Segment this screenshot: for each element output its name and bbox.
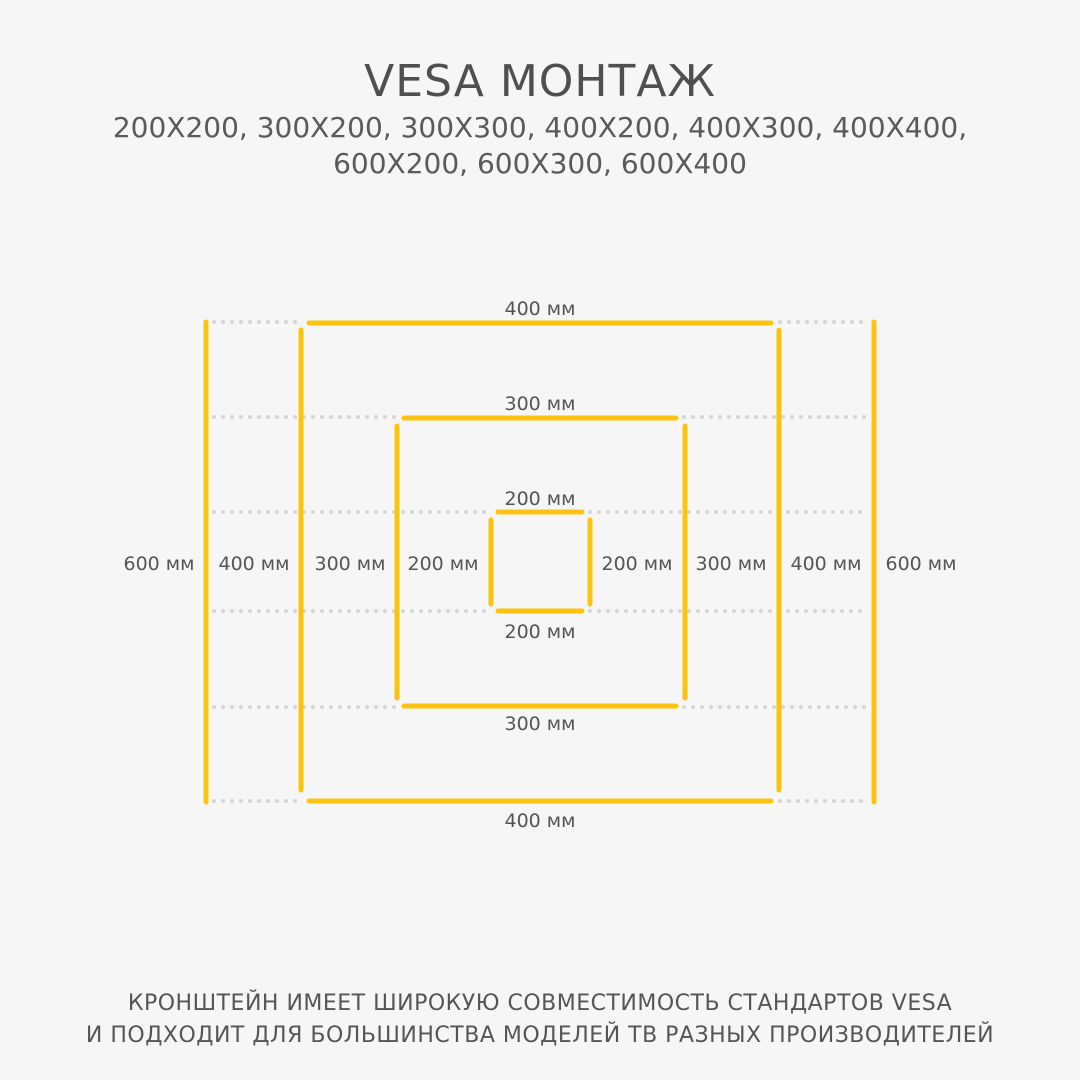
page-title: VESA МОНТАЖ [364, 56, 716, 107]
label-right-600: 600 мм [885, 553, 957, 575]
compatibility-note-line-1: КРОНШТЕЙН ИМЕЕТ ШИРОКУЮ СОВМЕСТИМОСТЬ СТАНДАРТОВ VESA [127, 991, 953, 1016]
label-left-600: 600 мм [123, 553, 195, 575]
label-right-200: 200 мм [601, 553, 673, 575]
label-top-400: 400 мм [504, 298, 576, 320]
label-left-400: 400 мм [218, 553, 290, 575]
label-bottom-300: 300 мм [504, 713, 576, 735]
label-right-400: 400 мм [790, 553, 862, 575]
compatibility-note [0, 988, 1080, 1052]
label-left-200: 200 мм [407, 553, 479, 575]
vesa-sizes-line-1: 200X200, 300X200, 300X300, 400X200, 400X300, 400X400, [112, 111, 968, 144]
label-right-300: 300 мм [695, 553, 767, 575]
label-top-200: 200 мм [504, 488, 576, 510]
label-bottom-400: 400 мм [504, 810, 576, 832]
label-left-300: 300 мм [314, 553, 386, 575]
vesa-sizes-line-2: 600X200, 600X300, 600X400 [333, 147, 747, 180]
label-bottom-200: 200 мм [504, 621, 576, 643]
label-top-300: 300 мм [504, 393, 576, 415]
compatibility-note-line-2: И ПОДХОДИТ ДЛЯ БОЛЬШИНСТВА МОДЕЛЕЙ ТВ РАЗНЫХ ПРОИЗВОДИТЕЛЕЙ [85, 1023, 995, 1048]
